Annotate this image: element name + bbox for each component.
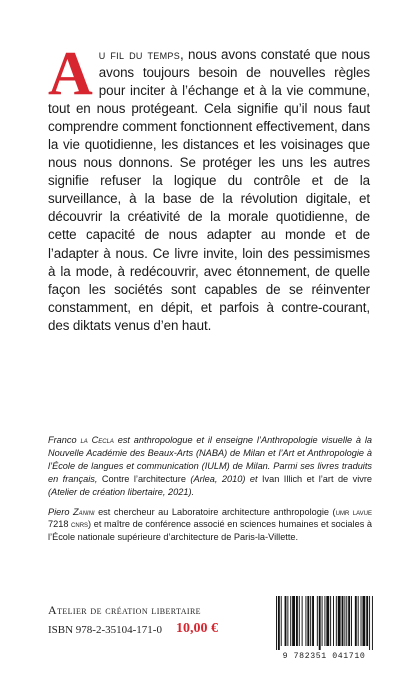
barcode-bar [366,596,368,646]
barcode-bar [338,596,341,646]
barcode-bar [336,596,337,646]
author-bios [48,434,372,551]
publisher-name: Atelier de création libertaire [48,603,201,617]
barcode-bar [362,596,365,646]
barcode-bar [355,596,357,646]
barcode-bar [278,596,280,650]
bio2-first-name: Piero [48,506,70,517]
barcode [272,596,376,660]
barcode-bar [292,596,295,646]
barcode-bar [307,596,309,646]
barcode-bar [322,596,323,646]
isbn: ISBN 978-2-35104-171-0 [48,624,162,636]
bio1-first-name: Franco [48,435,77,445]
bio1-text-b: (Arlea, 2010) et [185,473,262,484]
barcode-bar [299,596,300,646]
barcode-bar [287,596,288,646]
barcode-bar [296,596,298,646]
barcode-bar [372,596,373,650]
bio2-text-a: est chercheur au Laboratoire architecture anthropologie ( [94,506,336,517]
barcode-bar [302,596,303,646]
barcode-bar [330,596,331,646]
barcode-bar [369,596,370,650]
barcode-bar [317,596,318,646]
bio1-book2: Ivan Illich et l’art de vivre [261,473,373,484]
barcode-bar [285,596,287,646]
barcode-bar [333,596,334,646]
bio1-text-a: est anthropologue et il enseigne l’Anthropologie visuelle à la Nouvelle Académie des Beaux-Arts (NABA) de Milan et l’Art et Anthropologie à l’École de langues et communication (IULM) de Milan. Parmi ses livres traduits en français, [48,435,372,484]
price: 10,00 € [176,621,218,636]
barcode-bar [344,596,345,646]
barcode-digits: 9 782351 041710 [282,652,366,661]
barcode-bar [281,596,282,646]
barcode-bar [326,596,329,646]
barcode-bar [342,596,344,646]
bio1-text-c: (Atelier de création libertaire, 2021). [48,486,195,497]
barcode-bar [324,596,325,646]
blurb-lead-caps: u fil du temps [98,47,180,62]
barcode-bars [272,596,376,652]
blurb-body: , nous avons constaté que nous avons toujours besoin de nouvelles règles pour inciter à l’échange et à la vie commune, tout en nous protégeant. Cela signifie qu’il nous faut comprendre comment fonctionnent effectivement, dans la vie quotidienne, les distances et les voisinages que nous nous donnons. Se protéger les uns les autres signifie refuser la logique du contrôle et de la surveillance, à la base de la révolution digitale, et découvrir la créativité de la morale quotidienne, de cette capacité de nous adapter au monde et de l’adapter à nous. Ce livre invite, loin des pessimismes à la mode, à redécouvrir, avec étonnement, de quelle façon les sociétés sont capables de se réinventer constamment, en dépit, et parfois à contre-courant, des diktats venus d’en haut. [48,47,370,333]
blurb-paragraph [48,40,370,335]
barcode-bar [358,596,359,646]
barcode-bar [348,596,350,646]
barcode-bar [310,596,311,646]
drop-cap: A [48,40,93,108]
blurb-text [48,40,370,335]
bio2-last-name: Zanini [72,506,95,517]
barcode-bar [361,596,362,646]
bio1-book1: Contre l’architecture [101,473,186,484]
bio-franco-la-cecla [48,434,372,499]
barcode-bar [290,596,291,646]
barcode-bar [346,596,347,646]
bio1-last-name: la Cecla [80,435,114,445]
bio2-text-b: ) et maître de conférence associé en sciences humaines et sociales à l’École nationale supérieure d’architecture de Paris-la-Villette. [48,519,372,543]
bio-piero-zanini [48,506,372,545]
bio2-umr: umr lavue 7218 cnrs [48,506,372,530]
barcode-bar [351,596,352,646]
barcode-bar [276,596,277,650]
barcode-bar [305,596,306,646]
barcode-bar [319,596,321,650]
barcode-bar [312,596,314,646]
